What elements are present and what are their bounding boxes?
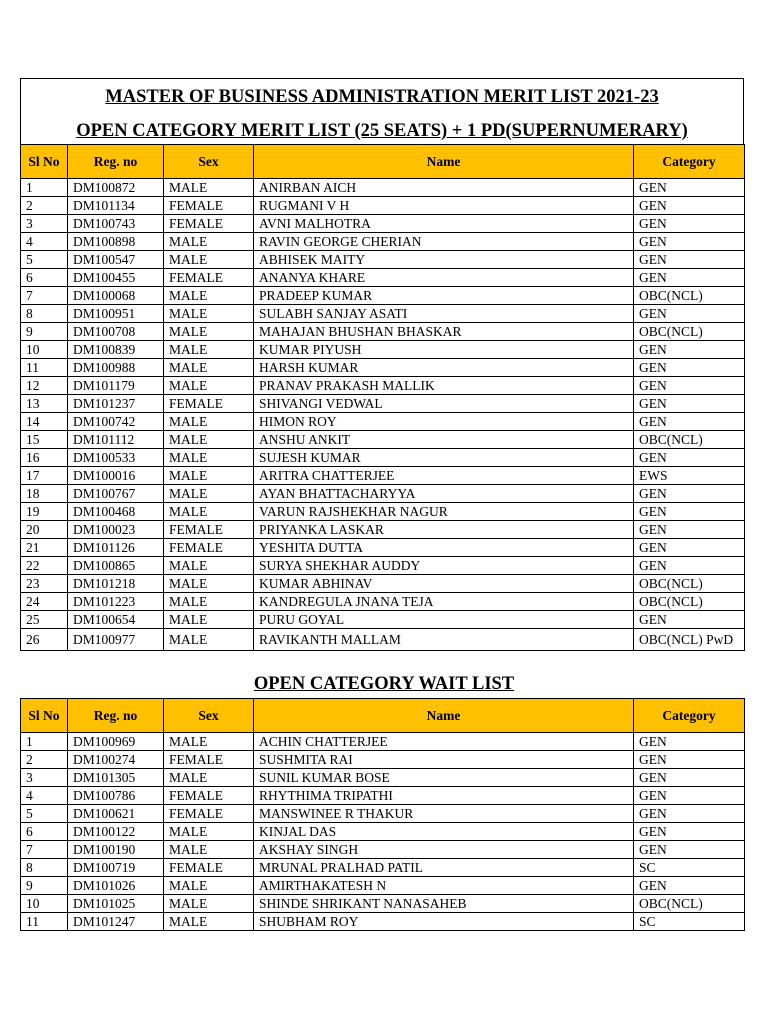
cell-sex: MALE [164, 895, 254, 913]
cell-reg-no: DM100068 [68, 287, 164, 305]
cell-reg-no: DM101179 [68, 377, 164, 395]
cell-category: GEN [634, 521, 745, 539]
cell-category: GEN [634, 377, 745, 395]
table-row [21, 733, 745, 751]
title-box [20, 78, 744, 145]
table-row [21, 395, 745, 413]
cell-category: OBC(NCL) [634, 323, 745, 341]
table-row [21, 895, 745, 913]
cell-category: OBC(NCL) [634, 431, 745, 449]
cell-name: SUSHMITA RAI [254, 751, 634, 769]
cell-sex: MALE [164, 733, 254, 751]
cell-sl-no: 13 [21, 395, 68, 413]
column-header-reg-no: Reg. no [68, 145, 164, 179]
column-header-category: Category [634, 145, 745, 179]
cell-reg-no: DM100898 [68, 233, 164, 251]
wait-list-table-wrap [20, 698, 744, 931]
cell-name: MRUNAL PRALHAD PATIL [254, 859, 634, 877]
cell-sex: MALE [164, 611, 254, 629]
cell-sl-no: 9 [21, 877, 68, 895]
table-row [21, 467, 745, 485]
cell-sl-no: 1 [21, 179, 68, 197]
cell-sex: FEMALE [164, 805, 254, 823]
cell-sex: MALE [164, 877, 254, 895]
cell-name: KUMAR PIYUSH [254, 341, 634, 359]
cell-reg-no: DM100016 [68, 467, 164, 485]
cell-sex: MALE [164, 377, 254, 395]
cell-name: SUNIL KUMAR BOSE [254, 769, 634, 787]
cell-name: AKSHAY SINGH [254, 841, 634, 859]
cell-category: SC [634, 913, 745, 931]
cell-reg-no: DM100988 [68, 359, 164, 377]
table-row [21, 841, 745, 859]
cell-sl-no: 5 [21, 805, 68, 823]
cell-reg-no: DM100621 [68, 805, 164, 823]
cell-category: SC [634, 859, 745, 877]
cell-name: SHUBHAM ROY [254, 913, 634, 931]
table-row [21, 197, 745, 215]
table-row [21, 629, 745, 651]
table-row [21, 431, 745, 449]
cell-category: OBC(NCL) [634, 895, 745, 913]
cell-reg-no: DM101247 [68, 913, 164, 931]
cell-reg-no: DM101025 [68, 895, 164, 913]
cell-name: ANSHU ANKIT [254, 431, 634, 449]
cell-name: YESHITA DUTTA [254, 539, 634, 557]
table-row [21, 179, 745, 197]
table-row [21, 341, 745, 359]
table-row [21, 823, 745, 841]
cell-reg-no: DM100839 [68, 341, 164, 359]
table-row [21, 251, 745, 269]
cell-category: GEN [634, 233, 745, 251]
cell-sl-no: 15 [21, 431, 68, 449]
cell-reg-no: DM101223 [68, 593, 164, 611]
cell-name: ANIRBAN AICH [254, 179, 634, 197]
cell-name: ABHISEK MAITY [254, 251, 634, 269]
cell-name: ACHIN CHATTERJEE [254, 733, 634, 751]
cell-category: GEN [634, 215, 745, 233]
cell-name: PRADEEP KUMAR [254, 287, 634, 305]
cell-sex: MALE [164, 287, 254, 305]
cell-reg-no: DM100122 [68, 823, 164, 841]
column-header-sex: Sex [164, 145, 254, 179]
cell-category: GEN [634, 539, 745, 557]
cell-category: EWS [634, 467, 745, 485]
cell-name: ANANYA KHARE [254, 269, 634, 287]
cell-name: SUJESH KUMAR [254, 449, 634, 467]
cell-reg-no: DM100190 [68, 841, 164, 859]
cell-sl-no: 4 [21, 233, 68, 251]
column-header-sl-no: Sl No [21, 145, 68, 179]
cell-category: GEN [634, 449, 745, 467]
cell-category: GEN [634, 395, 745, 413]
cell-reg-no: DM100023 [68, 521, 164, 539]
cell-reg-no: DM100708 [68, 323, 164, 341]
cell-sl-no: 10 [21, 341, 68, 359]
cell-name: AMIRTHAKATESH N [254, 877, 634, 895]
cell-sex: FEMALE [164, 751, 254, 769]
cell-sex: MALE [164, 913, 254, 931]
merit-list-heading: OPEN CATEGORY MERIT LIST (25 SEATS) + 1 PD(SUPERNUMERARY) [76, 121, 688, 141]
cell-sex: MALE [164, 503, 254, 521]
cell-category: GEN [634, 769, 745, 787]
column-header-sl-no: Sl No [21, 699, 68, 733]
cell-name: KANDREGULA JNANA TEJA [254, 593, 634, 611]
cell-reg-no: DM101126 [68, 539, 164, 557]
cell-name: PRIYANKA LASKAR [254, 521, 634, 539]
cell-sex: MALE [164, 557, 254, 575]
cell-sl-no: 14 [21, 413, 68, 431]
cell-category: OBC(NCL) [634, 593, 745, 611]
cell-sl-no: 21 [21, 539, 68, 557]
cell-sl-no: 12 [21, 377, 68, 395]
cell-sl-no: 23 [21, 575, 68, 593]
table-row [21, 449, 745, 467]
cell-reg-no: DM100274 [68, 751, 164, 769]
cell-category: GEN [634, 251, 745, 269]
table-row [21, 359, 745, 377]
cell-reg-no: DM100872 [68, 179, 164, 197]
column-header-name: Name [254, 145, 634, 179]
cell-category: GEN [634, 341, 745, 359]
cell-sl-no: 22 [21, 557, 68, 575]
cell-sl-no: 6 [21, 823, 68, 841]
wait-table-header-row [21, 699, 745, 733]
cell-sl-no: 7 [21, 287, 68, 305]
cell-sex: MALE [164, 251, 254, 269]
wait-list-heading: OPEN CATEGORY WAIT LIST [253, 674, 515, 694]
cell-sex: MALE [164, 629, 254, 651]
cell-sex: MALE [164, 467, 254, 485]
table-row [21, 413, 745, 431]
merit-table-header-row [21, 145, 745, 179]
cell-sl-no: 20 [21, 521, 68, 539]
cell-sex: MALE [164, 769, 254, 787]
cell-category: OBC(NCL) [634, 287, 745, 305]
cell-sex: MALE [164, 359, 254, 377]
cell-sex: FEMALE [164, 859, 254, 877]
cell-reg-no: DM100951 [68, 305, 164, 323]
cell-sl-no: 16 [21, 449, 68, 467]
cell-sex: FEMALE [164, 215, 254, 233]
cell-sl-no: 5 [21, 251, 68, 269]
cell-category: GEN [634, 557, 745, 575]
cell-sex: FEMALE [164, 197, 254, 215]
cell-reg-no: DM100533 [68, 449, 164, 467]
cell-name: HARSH KUMAR [254, 359, 634, 377]
table-row [21, 593, 745, 611]
cell-category: OBC(NCL) [634, 575, 745, 593]
column-header-category: Category [634, 699, 745, 733]
cell-sl-no: 1 [21, 733, 68, 751]
cell-reg-no: DM100977 [68, 629, 164, 651]
cell-sl-no: 2 [21, 751, 68, 769]
cell-reg-no: DM100455 [68, 269, 164, 287]
cell-category: GEN [634, 823, 745, 841]
cell-sex: MALE [164, 485, 254, 503]
table-row [21, 859, 745, 877]
cell-name: KUMAR ABHINAV [254, 575, 634, 593]
table-row [21, 769, 745, 787]
cell-name: RUGMANI V H [254, 197, 634, 215]
cell-reg-no: DM100547 [68, 251, 164, 269]
cell-sex: MALE [164, 323, 254, 341]
cell-name: VARUN RAJSHEKHAR NAGUR [254, 503, 634, 521]
cell-sl-no: 24 [21, 593, 68, 611]
table-row [21, 787, 745, 805]
cell-category: GEN [634, 503, 745, 521]
cell-category: GEN [634, 805, 745, 823]
cell-reg-no: DM101218 [68, 575, 164, 593]
cell-category: GEN [634, 179, 745, 197]
cell-category: GEN [634, 413, 745, 431]
cell-category: GEN [634, 305, 745, 323]
cell-reg-no: DM100865 [68, 557, 164, 575]
cell-sex: MALE [164, 841, 254, 859]
wait-list-table [20, 698, 745, 931]
table-row [21, 877, 745, 895]
table-row [21, 269, 745, 287]
merit-table-body [21, 179, 745, 651]
cell-name: RAVIKANTH MALLAM [254, 629, 634, 651]
cell-sex: FEMALE [164, 539, 254, 557]
table-row [21, 377, 745, 395]
cell-name: RAVIN GEORGE CHERIAN [254, 233, 634, 251]
cell-name: PRANAV PRAKASH MALLIK [254, 377, 634, 395]
cell-sex: MALE [164, 575, 254, 593]
cell-category: GEN [634, 611, 745, 629]
table-row [21, 233, 745, 251]
cell-sl-no: 17 [21, 467, 68, 485]
cell-sex: MALE [164, 413, 254, 431]
cell-name: RHYTHIMA TRIPATHI [254, 787, 634, 805]
cell-sex: MALE [164, 179, 254, 197]
cell-sl-no: 8 [21, 859, 68, 877]
cell-reg-no: DM101134 [68, 197, 164, 215]
cell-sex: MALE [164, 233, 254, 251]
cell-sex: FEMALE [164, 521, 254, 539]
column-header-sex: Sex [164, 699, 254, 733]
cell-reg-no: DM101026 [68, 877, 164, 895]
cell-category: GEN [634, 485, 745, 503]
cell-category: GEN [634, 751, 745, 769]
cell-sl-no: 3 [21, 769, 68, 787]
cell-sex: FEMALE [164, 269, 254, 287]
table-row [21, 521, 745, 539]
cell-sex: MALE [164, 823, 254, 841]
wait-table-body [21, 733, 745, 931]
cell-sex: MALE [164, 341, 254, 359]
cell-name: SHIVANGI VEDWAL [254, 395, 634, 413]
cell-reg-no: DM100468 [68, 503, 164, 521]
table-row [21, 557, 745, 575]
column-header-name: Name [254, 699, 634, 733]
cell-name: MANSWINEE R THAKUR [254, 805, 634, 823]
cell-reg-no: DM101305 [68, 769, 164, 787]
cell-sl-no: 2 [21, 197, 68, 215]
merit-list-table [20, 144, 745, 651]
table-row [21, 805, 745, 823]
cell-sl-no: 18 [21, 485, 68, 503]
table-row [21, 539, 745, 557]
cell-sex: MALE [164, 305, 254, 323]
cell-name: HIMON ROY [254, 413, 634, 431]
cell-sl-no: 25 [21, 611, 68, 629]
cell-name: AYAN BHATTACHARYYA [254, 485, 634, 503]
cell-name: AVNI MALHOTRA [254, 215, 634, 233]
table-row [21, 751, 745, 769]
cell-reg-no: DM100742 [68, 413, 164, 431]
cell-category: GEN [634, 787, 745, 805]
cell-sl-no: 10 [21, 895, 68, 913]
cell-sl-no: 19 [21, 503, 68, 521]
table-row [21, 913, 745, 931]
cell-reg-no: DM101237 [68, 395, 164, 413]
cell-sl-no: 7 [21, 841, 68, 859]
cell-sl-no: 3 [21, 215, 68, 233]
cell-category: GEN [634, 841, 745, 859]
cell-sl-no: 9 [21, 323, 68, 341]
cell-reg-no: DM100969 [68, 733, 164, 751]
cell-sl-no: 6 [21, 269, 68, 287]
table-row [21, 503, 745, 521]
cell-sex: MALE [164, 431, 254, 449]
table-row [21, 287, 745, 305]
cell-sl-no: 11 [21, 359, 68, 377]
cell-reg-no: DM100786 [68, 787, 164, 805]
cell-sex: MALE [164, 449, 254, 467]
table-row [21, 305, 745, 323]
cell-name: SULABH SANJAY ASATI [254, 305, 634, 323]
cell-sex: FEMALE [164, 787, 254, 805]
cell-reg-no: DM100654 [68, 611, 164, 629]
cell-reg-no: DM101112 [68, 431, 164, 449]
cell-sl-no: 26 [21, 629, 68, 651]
cell-sex: FEMALE [164, 395, 254, 413]
cell-name: KINJAL DAS [254, 823, 634, 841]
table-row [21, 485, 745, 503]
table-row [21, 575, 745, 593]
table-row [21, 215, 745, 233]
cell-sex: MALE [164, 593, 254, 611]
cell-sl-no: 11 [21, 913, 68, 931]
cell-category: GEN [634, 359, 745, 377]
cell-category: GEN [634, 269, 745, 287]
cell-category: GEN [634, 197, 745, 215]
merit-list-table-wrap [20, 144, 744, 651]
cell-sl-no: 8 [21, 305, 68, 323]
cell-name: SURYA SHEKHAR AUDDY [254, 557, 634, 575]
cell-sl-no: 4 [21, 787, 68, 805]
cell-category: GEN [634, 877, 745, 895]
cell-name: PURU GOYAL [254, 611, 634, 629]
column-header-reg-no: Reg. no [68, 699, 164, 733]
document-title: MASTER OF BUSINESS ADMINISTRATION MERIT LIST 2021-23 [105, 87, 659, 107]
cell-reg-no: DM100767 [68, 485, 164, 503]
cell-category: GEN [634, 733, 745, 751]
table-row [21, 611, 745, 629]
cell-reg-no: DM100743 [68, 215, 164, 233]
cell-reg-no: DM100719 [68, 859, 164, 877]
cell-name: MAHAJAN BHUSHAN BHASKAR [254, 323, 634, 341]
cell-name: ARITRA CHATTERJEE [254, 467, 634, 485]
cell-name: SHINDE SHRIKANT NANASAHEB [254, 895, 634, 913]
cell-category: OBC(NCL) PwD [634, 629, 745, 651]
table-row [21, 323, 745, 341]
